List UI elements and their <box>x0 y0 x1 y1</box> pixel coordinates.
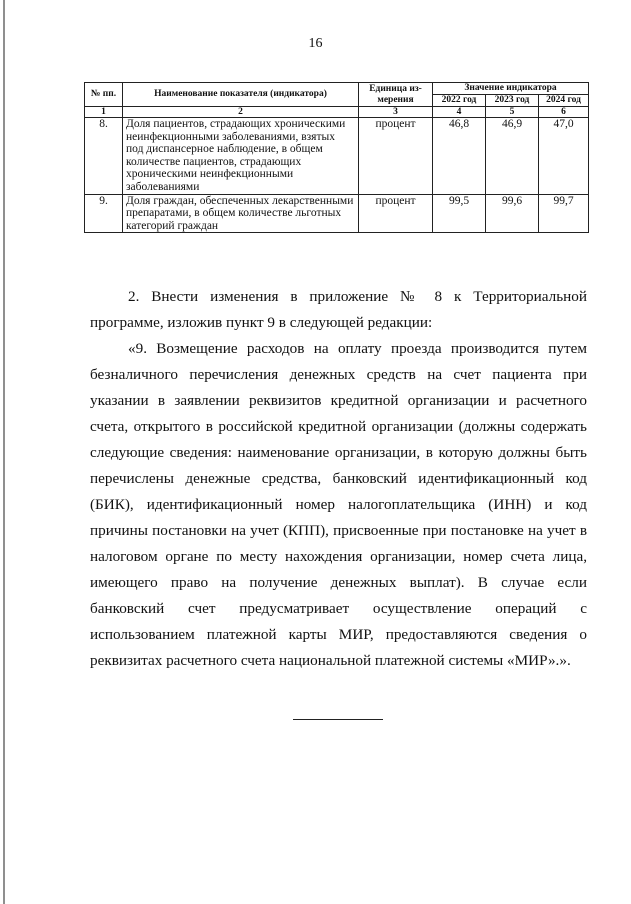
indicator-value-2024: 99,7 <box>539 194 589 233</box>
indicator-name: Доля пациентов, страдающих хроническими неинфекционными заболеваниями, взятых под диспансерное наблюдение, в общем количестве пациентов, страдающих хроническими неинфекционными заболеваниями <box>123 118 359 195</box>
closing-rule <box>293 719 383 720</box>
indicator-value-2022: 99,5 <box>433 194 486 233</box>
amendment-paragraph: 2. Внести изменения в приложение № 8 к Территориальной программе, изложив пункт 9 в следующей редакции: <box>90 288 587 331</box>
indicator-value-2023: 46,9 <box>486 118 539 195</box>
header-year: 2023 год <box>486 95 539 107</box>
column-number: 1 <box>85 107 123 118</box>
indicator-name: Доля граждан, обеспеченных лекарственными препаратами, в общем количестве льготных категорий граждан <box>123 194 359 233</box>
indicator-unit: процент <box>359 194 433 233</box>
indicator-value-2023: 99,6 <box>486 194 539 233</box>
table-row <box>85 194 589 233</box>
header-name: Наименование показателя (индикатора) <box>123 83 359 107</box>
header-year: 2022 год <box>433 95 486 107</box>
header-unit: Единица из-мерения <box>359 83 433 107</box>
table-row <box>85 118 589 195</box>
page-number: 16 <box>308 36 323 51</box>
row-number: 8. <box>85 118 123 195</box>
column-number: 3 <box>359 107 433 118</box>
column-number: 2 <box>123 107 359 118</box>
column-number: 5 <box>486 107 539 118</box>
column-number: 4 <box>433 107 486 118</box>
column-number: 6 <box>539 107 589 118</box>
header-num: № пп. <box>85 83 123 107</box>
table-header-row <box>85 83 589 95</box>
indicators-table <box>84 82 589 233</box>
column-numbers-row <box>85 107 589 118</box>
header-year: 2024 год <box>539 95 589 107</box>
indicator-value-2024: 47,0 <box>539 118 589 195</box>
header-value-group: Значение индикатора <box>433 83 589 95</box>
indicator-value-2022: 46,8 <box>433 118 486 195</box>
row-number: 9. <box>85 194 123 233</box>
scan-left-edge <box>3 0 5 904</box>
reimbursement-paragraph: «9. Возмещение расходов на оплату проезда производится путем безналичного перечисления денежных средств на счет пациента при указании в заявлении реквизитов кредитной организации и расчетного счета, открытого в российской кредитной организации (должны содержать следующие сведения: наименование организации, в которую должны быть перечислены денежные средства, банковский идентификационный код (БИК), идентификационный номер налогоплательщика (ИНН) и код причины постановки на учет (КПП), присвоенные при постановке на учет в налоговом органе по месту нахождения организации, номер счета лица, имеющего право на получение денежных выплат). В случае если банковский счет предусматривает осуществление операций с использованием платежной карты МИР, предоставляются сведения о реквизитах расчетного счета национальной платежной системы «МИР».». <box>90 340 587 669</box>
indicator-unit: процент <box>359 118 433 195</box>
